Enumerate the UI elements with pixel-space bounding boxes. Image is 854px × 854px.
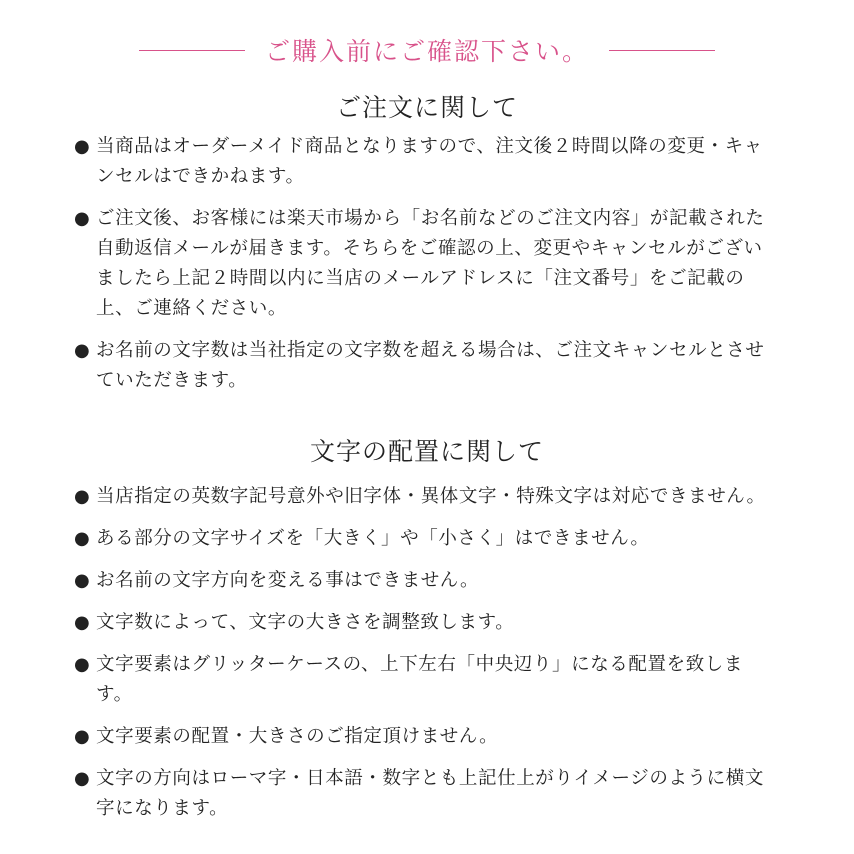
list-item-text: 文字要素の配置・大きさのご指定頂けません。 xyxy=(96,726,499,747)
list-item-text: ご注文後、お客様には楽天市場から「お名前などのご注文内容」が記載された自動返信メールが届きます。そちらをご確認の上、変更やキャンセルがございましたら上記２時間以内に当店のメールアドレスに「注文番号」をご記載の上、ご連絡ください。 xyxy=(96,208,765,319)
list-item-text: 文字数によって、文字の大きさを調整致します。 xyxy=(96,612,515,633)
list-item xyxy=(74,650,774,710)
bullet-icon: ● xyxy=(74,486,91,507)
bullet-icon: ● xyxy=(74,654,91,675)
bullet-icon: ● xyxy=(74,340,91,361)
list-item xyxy=(74,608,774,638)
list-item-text: 当店指定の英数字記号意外や旧字体・異体文字・特殊文字は対応できません。 xyxy=(96,486,766,507)
bullet-icon: ● xyxy=(74,612,91,633)
list-item xyxy=(74,336,774,396)
order-notes-list xyxy=(74,132,774,408)
bullet-icon: ● xyxy=(74,726,91,747)
list-item xyxy=(74,722,774,752)
layout-notes-list xyxy=(74,482,774,836)
banner-right-rule xyxy=(609,50,715,51)
list-item-text: 文字の方向はローマ字・日本語・数字とも上記仕上がりイメージのように横文字になります。 xyxy=(96,768,764,819)
banner-left-rule xyxy=(139,50,245,51)
list-item-text: ある部分の文字サイズを「大きく」や「小さく」はできません。 xyxy=(96,528,650,549)
list-item xyxy=(74,524,774,554)
banner-title: ご購入前にご確認下さい。 xyxy=(264,37,589,66)
section-title-order: ご注文に関して xyxy=(335,93,518,122)
list-item-text: お名前の文字数は当社指定の文字数を超える場合は、ご注文キャンセルとさせていただきます。 xyxy=(96,340,765,391)
list-item xyxy=(74,566,774,596)
list-item xyxy=(74,204,774,324)
section-title-layout: 文字の配置に関して xyxy=(309,437,544,466)
bullet-icon: ● xyxy=(74,570,91,591)
list-item xyxy=(74,132,774,192)
list-item-text: 当商品はオーダーメイド商品となりますので、注文後２時間以降の変更・キャンセルはできかねます。 xyxy=(96,136,763,187)
bullet-icon: ● xyxy=(74,208,91,229)
bullet-icon: ● xyxy=(74,768,91,789)
list-item xyxy=(74,764,774,824)
list-item-text: お名前の文字方向を変える事はできません。 xyxy=(96,570,480,591)
notice-banner xyxy=(0,30,854,70)
bullet-icon: ● xyxy=(74,528,91,549)
bullet-icon: ● xyxy=(74,136,91,157)
list-item xyxy=(74,482,774,512)
list-item-text: 文字要素はグリッターケースの、上下左右「中央辺り」になる配置を致します。 xyxy=(96,654,743,705)
